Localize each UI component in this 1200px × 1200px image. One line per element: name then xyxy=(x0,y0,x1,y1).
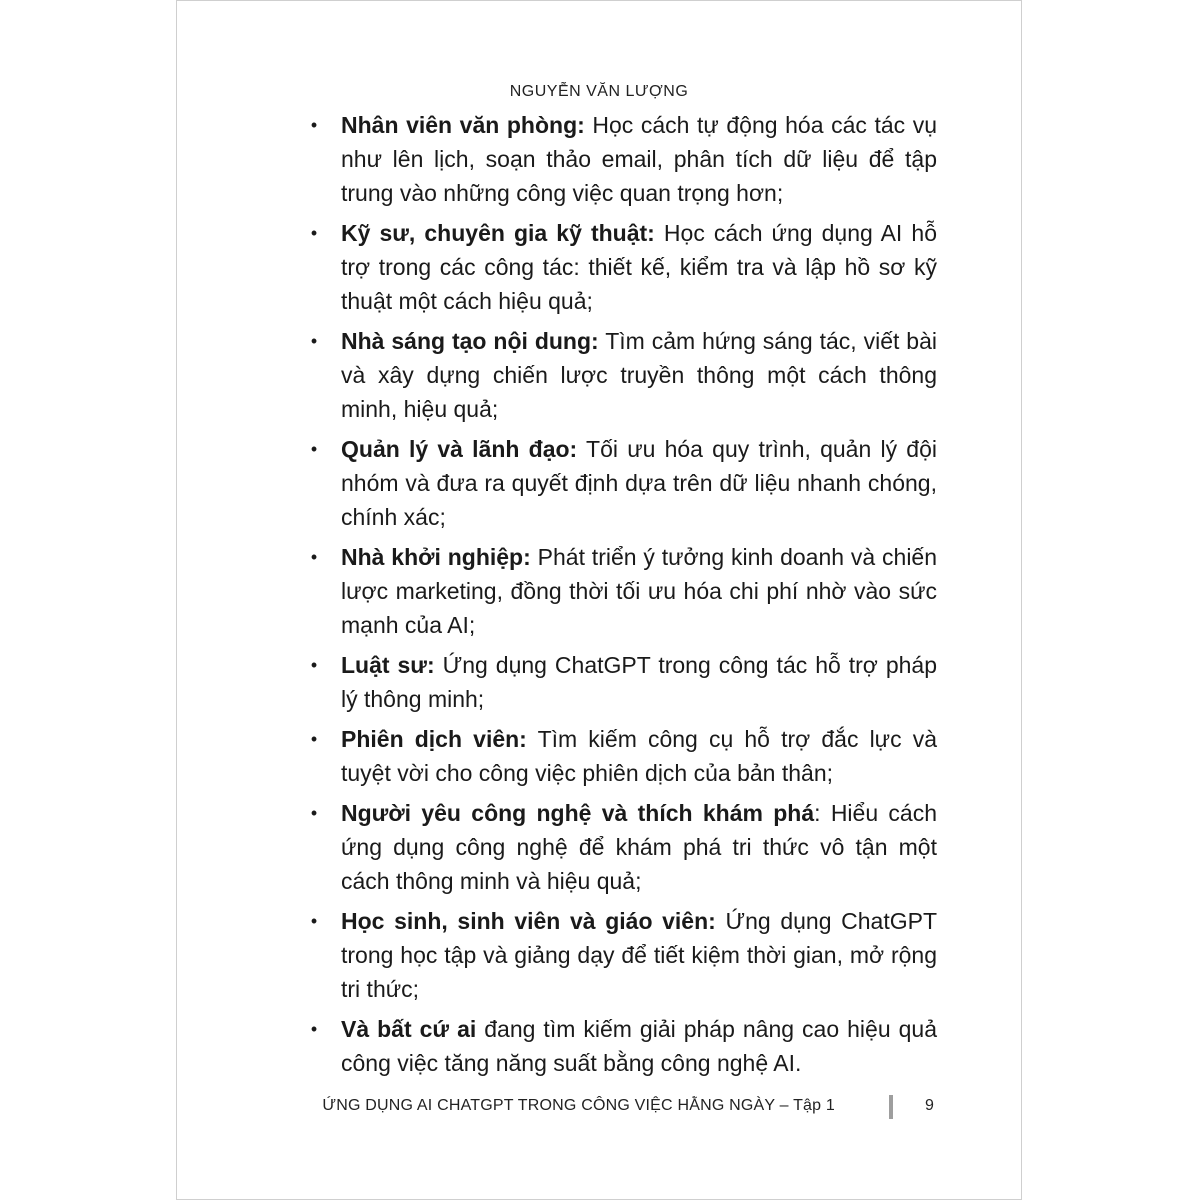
page-footer xyxy=(177,1095,1021,1125)
book-page xyxy=(176,0,1022,1200)
list-item-text: Tối ưu hóa quy trình, quản lý đội nhóm và đưa ra quyết định dựa trên dữ liệu nhanh chóng, chính xác; xyxy=(341,436,937,530)
bullet-icon: • xyxy=(310,655,318,675)
bullet-icon: • xyxy=(310,223,318,243)
list-item-term: Nhà sáng tạo nội dung: xyxy=(341,328,599,354)
list-item-text: Học cách ứng dụng AI hỗ trợ trong các công tác: thiết kế, kiểm tra và lập hồ sơ kỹ thuật một cách hiệu quả; xyxy=(341,220,937,314)
footer-divider xyxy=(889,1095,893,1119)
list-item-term: Nhà khởi nghiệp: xyxy=(341,544,531,570)
list-item-text: Tìm cảm hứng sáng tác, viết bài và xây dựng chiến lược truyền thông một cách thông minh, hiệu quả; xyxy=(341,328,937,422)
list-item-term: Học sinh, sinh viên và giáo viên: xyxy=(341,908,716,934)
list-item-term: Kỹ sư, chuyên gia kỹ thuật: xyxy=(341,220,655,246)
list-item xyxy=(307,432,937,534)
list-item xyxy=(307,1012,937,1080)
list-item xyxy=(307,108,937,210)
bullet-icon: • xyxy=(310,331,318,351)
list-item-term: Người yêu công nghệ và thích khám phá xyxy=(341,800,815,826)
list-item xyxy=(307,540,937,642)
list-item xyxy=(307,216,937,318)
bullet-icon: • xyxy=(310,729,318,749)
list-item-text: Ứng dụng ChatGPT trong học tập và giảng dạy để tiết kiệm thời gian, mở rộng tri thức; xyxy=(341,908,937,1002)
list-item-term: Luật sư: xyxy=(341,652,435,678)
list-item xyxy=(307,796,937,898)
list-item-term: Và bất cứ ai xyxy=(341,1016,477,1042)
list-item-term: Phiên dịch viên: xyxy=(341,726,527,752)
bullet-icon: • xyxy=(310,439,318,459)
list-item xyxy=(307,722,937,790)
list-item-text: đang tìm kiếm giải pháp nâng cao hiệu quả công việc tăng năng suất bằng công nghệ AI. xyxy=(341,1016,937,1076)
bullet-icon: • xyxy=(310,115,318,135)
list-item-term: Quản lý và lãnh đạo: xyxy=(341,436,578,462)
running-head-author: NGUYỄN VĂN LƯỢNG xyxy=(509,83,689,100)
list-item xyxy=(307,648,937,716)
bullet-icon: • xyxy=(310,1019,318,1039)
list-item xyxy=(307,324,937,426)
book-title: ỨNG DỤNG AI CHATGPT TRONG CÔNG VIỆC HẰNG NGÀY – Tập 1 xyxy=(322,1097,835,1114)
audience-list xyxy=(307,108,937,1086)
page-number: 9 xyxy=(925,1097,934,1114)
list-item-text: Tìm kiếm công cụ hỗ trợ đắc lực và tuyệt vời cho công việc phiên dịch của bản thân; xyxy=(341,726,937,786)
list-item-text: Học cách tự động hóa các tác vụ như lên lịch, soạn thảo email, phân tích dữ liệu để tập trung vào những công việc quan trọng hơn; xyxy=(341,112,937,206)
bullet-icon: • xyxy=(310,803,318,823)
list-item-text: Phát triển ý tưởng kinh doanh và chiến lược marketing, đồng thời tối ưu hóa chi phí nhờ vào sức mạnh của AI; xyxy=(341,544,938,638)
list-item-term: Nhân viên văn phòng: xyxy=(341,112,585,138)
list-item-text: Ứng dụng ChatGPT trong công tác hỗ trợ pháp lý thông minh; xyxy=(341,652,938,712)
bullet-icon: • xyxy=(310,547,318,567)
list-item xyxy=(307,904,937,1006)
list-item-text: : Hiểu cách ứng dụng công nghệ để khám phá tri thức vô tận một cách thông minh và hiệu quả; xyxy=(341,800,938,894)
bullet-icon: • xyxy=(310,911,318,931)
